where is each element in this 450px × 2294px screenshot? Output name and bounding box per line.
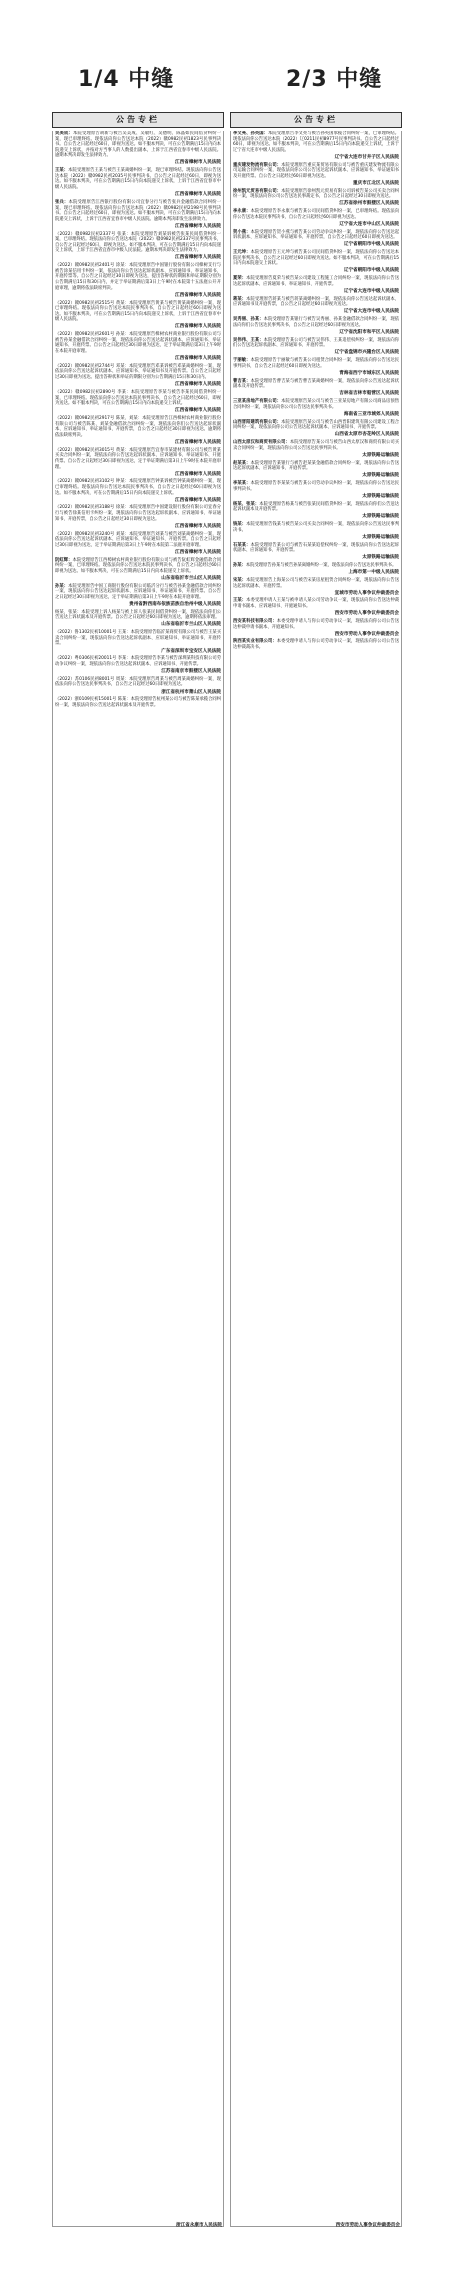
notice-text: 本院受理原告江西樟树农村商业银行股份有限公司与被告阮虹辉金融借款合同纠纷一案，已审理终结。现依法向你公告送达本院民事判决书，自公告之日起经过60日即视为送达。如不服本判决，可在公告期满后15日内向本院递交上诉状。 — [55, 557, 221, 574]
notice-text: 本院受理原告王元坤与被告某公司民间借贷纠纷一案，现依法向你公告送达本院民事判决书，自公告之日起经过60日即视为送达。如不服本判决，可在公告期满后15日内向本院递交上诉状。 — [233, 250, 399, 267]
notice-text: 本院受理原告曹吉某与被告曹吉某离婚纠纷一案，现依法向你公告送达起诉状副本及开庭传票。 — [233, 378, 399, 390]
notice-text: （2022）浙0109民初15001号 陈某：本院受理原告杭州某公司与被告陈某承揽合同纠纷一案，现依法向你公告送达起诉状副本及开庭传票。 — [55, 697, 221, 708]
issuing-court: 吉林省吉林市船营区人民法院 — [339, 391, 399, 397]
issuing-court: 辽宁省大连市中山区人民法院 — [339, 221, 399, 227]
notice-text: （2022）赣0982民初2744号 邓某：本院受理原告邓某诉被告邓某离婚纠纷一案，现依法向你公告送达起诉状副本、应诉通知书、举证通知书及开庭传票。自公告之日起经过30日即视为送达。提出答辩状和举证的期限分别为公告期满后15日和30日内。 — [55, 363, 221, 381]
issuing-court: 辽宁省盘锦市兴隆台区人民法院 — [334, 350, 399, 356]
notice-text: 本院受理原告江西银行股份有限公司宜春分行与被告张兵金融借款合同纠纷一案，现已审理终结。现依法向你公告送达本院（2022）赣0982民初2198号民事判决书。自公告之日起经过60日，即视为送达。如不服本判决，可在公告期满后15日内向本院递交上诉状，上诉于江西省宜春市中级人民法院。逾期本判决即发生法律效力。 — [55, 199, 222, 222]
notice-text: 本院受理原告于丽敏与被告某公司租赁合同纠纷一案，现依法向你公告送达民事判决书，自公告之日起经过60日即视为送达。 — [233, 358, 399, 369]
issuing-court: 江西省樟树市人民法院 — [175, 255, 221, 261]
issuing-court: 浙江省杭州市萧山区人民法院 — [161, 689, 221, 695]
notice-text: 本院受理原告王某与被告王某离婚纠纷一案，现已审理终结。现依法向你公告送达本院（2022）赣0982民初2035号民事判决书。自公告之日起经过60日，即视为送达。如不服本判决，可在公告期满后15日内向本院递交上诉状，上诉于江西省宜春市中级人民法院。 — [55, 168, 222, 191]
notice-item — [233, 189, 399, 200]
issuing-court: 江西省樟树市人民法院 — [175, 523, 221, 529]
notice-text: （2022）赣0982民初2515号 黄某：本院受理原告黄某与被告黄某离婚纠纷一案，现已审理终结。现依法向你公告送达本院民事判决书，自公告之日起经过60日即视为送达。如不服本判决，可在公告期满后15日内向本院递交上诉状，上诉于江西省宜春市中级人民法院。 — [55, 300, 221, 323]
issuing-court: 宣城市劳动人事争议仲裁委员会 — [334, 590, 399, 596]
issuing-court: 辽宁省朝阳市中级人民法院 — [343, 242, 399, 248]
notice-text: 本委受理申请人与你公司劳动争议一案，现依法向你公司公告送达仲裁申请书副本、开庭通知书。 — [233, 618, 399, 630]
issuing-court: 太原铁路运输法院 — [362, 493, 399, 499]
issuing-court: 重庆市江北区人民法院 — [353, 180, 399, 186]
issuing-court: 上海市第一中级人民法院 — [348, 570, 399, 576]
notice-item — [55, 364, 221, 381]
notice-item — [55, 168, 221, 190]
notice-item — [55, 532, 221, 549]
notice-party: 于丽敏： — [233, 358, 251, 364]
column-header-right: 公告专栏 — [230, 112, 402, 128]
issuing-court: 太原铁路运输法院 — [362, 555, 399, 561]
notice-item — [233, 297, 399, 308]
notice-text: 本院受理原告某银行与被告赵某某金融借款合同纠纷一案，现依法向你公告送达起诉状副本、应诉通知书、开庭传票。 — [233, 460, 399, 472]
notice-item — [233, 461, 399, 472]
notice-party: 徐州凯元贸易有限公司： — [233, 188, 282, 194]
issuing-court: 山东省临沂市兰山区人民法院 — [161, 575, 221, 581]
notice-party: 王元坤： — [233, 250, 251, 256]
issuing-court: 江苏省南京市鼓楼区人民法院 — [161, 669, 221, 675]
notice-list-left — [52, 131, 224, 2227]
notice-item — [55, 630, 221, 647]
notice-item — [55, 332, 221, 354]
notice-item — [55, 200, 221, 222]
notice-party: 曹吉某： — [233, 378, 251, 384]
notice-item — [55, 677, 221, 688]
notice-text: （2022）赣0982民初2337号 张某：本院受理原告刘某诉被告张某民间借贷纠纷一案，已审理终结。现依法向你公告送达本院（2022）赣0982民初2337号民事判决书，自公告之日起经过60日，即视为送达。如不服本判决，可在公告期满后15日内向本院递交上诉状，上诉于江西省宜春市中级人民法院。逾期本判决即发生法律效力。 — [55, 231, 222, 254]
notice-item — [55, 558, 221, 575]
issuing-court: 辽宁省大连市中级人民法院 — [343, 309, 399, 315]
notice-text: 本院受理原告徐州凯元贸易有限公司诉被告某公司买卖合同纠纷一案，现依法向你公司公告送达民事裁定书，自公告之日起经过30日即视为送达。 — [233, 188, 400, 200]
notice-text: （2022）赣0982民初3188号 徐某：本院受理原告中国建设银行股份有限公司宜春分行与被告徐某信用卡纠纷一案，现依法向你公告送达起诉状副本、应诉通知书、举证通知书、开庭传票，自公告之日起经过30日即视为送达。 — [55, 505, 221, 522]
notice-item — [233, 440, 399, 451]
notice-text: （2022）赣0982民初2917号 陈某、刘某：本院受理原告江西樟树农村商业银行股份有限公司与被告陈某、刘某金融借款合同纠纷一案，现依法向你们公告送达起诉状副本、应诉通知书、举证通知书、开庭传票，自公告之日起经过30日即视为送达。逾期将依法缺席判决。 — [55, 416, 221, 438]
issuing-court: 太原铁路运输法院 — [362, 473, 399, 479]
fold-label-right: 2/3 中缝 — [286, 67, 383, 92]
issuing-court: 西安市劳动人事争议仲裁委员会 — [334, 611, 399, 617]
notice-party: 三亚某房地产有限公司： — [233, 399, 282, 405]
issuing-court: 江西省樟树市人民法院 — [175, 497, 221, 503]
issuing-court: 江苏省徐州市鼓楼区人民法院 — [339, 201, 399, 207]
notice-text: （2022）苏0106民初8001号 周某：本院受理原告周某与被告周某离婚纠纷一案，现依法向你公告送达民事判决书，自公告之日起经过60日即视为送达。 — [55, 676, 221, 688]
notice-text: （2022）赣0982民初2401号 涂某：本院受理原告中国银行股份有限公司樟树支行与被告涂某信用卡纠纷一案，依法向你公告送达起诉状副本、应诉通知书、举证通知书、开庭传票等。自公告之日起经过30日即视为送达，提出答辩状的期限和举证期限分别为公告期满后15日和30日内，并定于举证期满后第3日上午9时在本院第十五法庭公开开庭审理，逾期将依法缺席判决。 — [55, 263, 221, 291]
issuing-court: 江西省樟树市人民法院 — [175, 192, 221, 198]
notice-party: 吴伟伟、王某： — [233, 337, 264, 343]
notice-text: 本院受理原告李永康与被告某公司民间借贷纠纷一案，已审理终结。现依法向你公告送达本院民事判决书，自公告之日起经过60日即视为送达。 — [233, 209, 399, 220]
notice-party: 山西太原汉和商贸有限公司： — [233, 440, 290, 446]
issuing-court: 江西省樟树市人民法院 — [175, 160, 221, 166]
notice-party: 李某某： — [233, 481, 251, 487]
issuing-court: 江西省樟树市人民法院 — [175, 471, 221, 477]
notice-text: （2022）粤0306民初20011号 李某：本院受理原告李某与被告深圳某科技有限公司劳动争议纠纷一案，现依法向你公告送达起诉状副本、应诉通知书、开庭传票。 — [55, 656, 221, 667]
notice-party: 王某： — [55, 168, 69, 174]
notice-item — [55, 656, 221, 667]
notice-party: 宋某： — [233, 577, 247, 583]
notice-text: 本院受理原告贺小燕与被告某公司劳动争议纠纷一案，现依法向你公告送达起诉状副本、应诉通知书、举证通知书、开庭传票，自公告之日起经过60日即视为送达。 — [233, 229, 399, 241]
notice-text: 本院受理原告某银行与被告吴秀丽、孙某金融借款合同纠纷一案，现依法向你们公告送达民事判决书，自公告之日起经过60日即视为送达。 — [233, 317, 399, 328]
notice-item — [233, 338, 399, 349]
notice-party: 李永康： — [233, 209, 251, 215]
notice-text: （2022）鲁1302民初10001号 王某：本院受理原告临沂某商贸有限公司与被告王某买卖合同纠纷一案，现依法向你公告送达起诉状副本、应诉通知书、举证通知书、开庭传票。 — [55, 630, 221, 647]
notice-item — [55, 479, 221, 496]
notice-party: 钱某： — [233, 522, 247, 528]
column-footer-right: 西安市劳动人事争议仲裁委员会 — [335, 2223, 400, 2228]
notice-text: 杨某、张某：本院受理上诉人杨某与被上诉人张某民间借贷纠纷一案，现依法向你们公告送达上诉状副本及开庭传票。自公告之日起经过60日即视为送达，逾期将依法审理。 — [55, 609, 221, 621]
notice-item — [55, 263, 221, 291]
notice-item — [233, 358, 399, 369]
notice-text: （2022）赣0982民初2601号 孙某：本院受理原告樟树农村商业银行股份有限公司与被告孙某金融借款合同纠纷一案，现依法向你公告送达起诉状副本、应诉通知书、举证通知书、开庭传票。自公告之日起经过30日即视为送达，定于举证期满后第3日上午9时在本院开庭审理。 — [55, 332, 221, 354]
notice-text: （2022）赣0982民初3240号 刘某：本院受理原告刘某与被告刘某离婚纠纷一案，现依法向你公告送达起诉状副本、应诉通知书、举证通知书、开庭传票。自公告之日起经过30日即视为送达，定于举证期满后第3日上午9时在本院第二法庭开庭审理。 — [55, 531, 221, 548]
notice-item — [55, 416, 221, 438]
notice-text: （2022）赣0982民初3102号 钟某：本院受理原告钟某诉被告钟某离婚纠纷一案，现已审理终结。现依法向你公告送达本院民事判决书，自公告之日起经过60日即视为送达。如不服本判决，可在公告期满后15日内向本院递交上诉状。 — [55, 479, 221, 496]
issuing-court: 太原铁路运输法院 — [362, 534, 399, 540]
notice-item — [55, 697, 221, 708]
notice-item — [233, 399, 399, 410]
issuing-court: 江西省樟树市人民法院 — [175, 439, 221, 445]
notice-party: 西安某科技有限公司： — [233, 618, 277, 624]
issuing-court: 辽宁省大连市甘井子区人民法院 — [334, 154, 399, 160]
notice-item — [233, 420, 399, 431]
notice-text: 本院受理原告某公司与被告石某某追偿权纠纷一案，现依法向你公告送达起诉状副本、应诉通知书、开庭传票。 — [233, 542, 399, 554]
notice-item — [233, 639, 399, 650]
notice-party: 李文亮、孙英国： — [233, 131, 268, 136]
notice-item — [55, 584, 221, 601]
notice-item — [233, 578, 399, 589]
notice-party: 杨某、张某： — [233, 501, 260, 507]
notice-party: 赵某某： — [233, 460, 251, 466]
notice-party: 吴秀丽、孙某： — [233, 317, 264, 323]
notice-column-right — [230, 112, 402, 2228]
notice-party: 吴美成： — [55, 131, 73, 136]
notice-text: 本院受理原告某公司与被告山西太原汉和商贸有限公司买卖合同纠纷一案，现依法向你公司公告送达民事判决书。 — [233, 440, 400, 451]
notice-text: 本院受理原告李文亮与被告孙英国承揽合同纠纷一案，已审理终结。现依法向你公告送达本院（2022）辽0211民初8977号民事判决书。自公告之日起经过60日，即视为送达。如不服本判决，可在公告期满后15日内向本院递交上诉状，上诉于辽宁省大连市中级人民法院。 — [233, 131, 400, 153]
notice-item — [55, 390, 221, 407]
notice-party: 贺小燕： — [233, 229, 251, 235]
notice-text: 本院受理原告蒋某与被告蒋某离婚纠纷一案，现依法向你公告送达起诉状副本、应诉通知书及开庭传票，自公告之日起经过60日即视为送达。 — [233, 296, 400, 308]
issuing-court: 西安市劳动人事争议仲裁委员会 — [334, 631, 399, 637]
issuing-court: 山东省临沂市兰山区人民法院 — [161, 622, 221, 628]
notice-party: 孙某： — [233, 563, 246, 569]
issuing-court: 太原铁路运输法院 — [362, 452, 399, 458]
issuing-court: 江西省樟树市人民法院 — [175, 408, 221, 414]
notice-text: （2022）赣0982民初3015号 黄某：本院受理原告宜春市某建材有限公司与被告黄某买卖合同纠纷一案，现依法向你公告送达起诉状副本、应诉通知书、举证通知书、开庭传票。自公告之日起经过30日即视为送达，定于举证期满后第3日上午9时在本院开庭审理。 — [55, 447, 221, 470]
notice-party: 蒋某： — [233, 296, 247, 302]
notice-item — [233, 131, 399, 153]
issuing-court: 辽宁省大连市中级人民法院 — [343, 288, 399, 294]
issuing-court: 辽宁省沈阳市和平区人民法院 — [339, 329, 399, 335]
issuing-court: 山西省太原市杏花岭区人民法院 — [334, 432, 399, 438]
notice-item — [233, 543, 399, 554]
issuing-court: 贵州省黔西南布依族苗族自治州中级人民法院 — [129, 601, 221, 607]
notice-item — [55, 301, 221, 323]
notice-text: 本院受理原告某公司与被告吴伟伟、王某追偿权纠纷一案，现依法向你们公告送达起诉状副本、应诉通知书、开庭传票。 — [233, 337, 399, 349]
issuing-court: 海南省三亚市城郊人民法院 — [343, 411, 399, 417]
notice-text: 本院受理原告某公司与被告三亚某房地产有限公司商品房预售合同纠纷一案，现依法向你公司公告送达民事判决书。 — [233, 399, 400, 410]
notice-text: 本院受理原告钱某与被告某公司买卖合同纠纷一案，现依法向你公告送达民事判决书。 — [233, 522, 400, 533]
notice-item — [233, 502, 399, 513]
column-footer-left: 浙江省永康市人民法院 — [176, 2223, 222, 2228]
issuing-court: 江西省樟树市人民法院 — [175, 356, 221, 362]
notice-text: 本院受理原告夏荣与被告某公司建设工程施工合同纠纷一案，现依法向你公告送达起诉状副本、应诉通知书、举证通知书、开庭传票。 — [233, 276, 400, 287]
fold-label-left: 1/4 中缝 — [78, 67, 175, 92]
notice-item — [233, 209, 399, 220]
issuing-court: 太原铁路运输法院 — [362, 514, 399, 520]
notice-party: 夏荣： — [233, 276, 247, 282]
notice-item — [233, 619, 399, 630]
notice-party: 山西晋阳建筑有限公司： — [233, 419, 282, 425]
notice-text: 本院受理原告李某某与被告某公司劳动争议纠纷一案，现依法向你公告送达民事判决书。 — [233, 481, 399, 492]
notice-item — [233, 598, 399, 609]
notice-item — [233, 317, 399, 328]
notice-item — [233, 522, 399, 533]
notice-list-right — [230, 131, 402, 2227]
issuing-court: 青海省西宁市城东区人民法院 — [339, 370, 399, 376]
issuing-court: 江西省樟树市人民法院 — [175, 382, 221, 388]
column-header-left: 公告专栏 — [52, 112, 224, 128]
notice-party: 孙某： — [55, 583, 69, 589]
notice-text: 本委受理申请人王某与被申请人某公司劳动争议一案，现依法向你公告送达仲裁申请书副本、应诉通知书、开庭通知书。 — [233, 598, 400, 610]
notice-party: 张兵： — [55, 199, 69, 205]
issuing-court: 江西省樟树市人民法院 — [175, 324, 221, 330]
notice-item — [233, 379, 399, 390]
issuing-court: 江西省樟树市人民法院 — [175, 549, 221, 555]
issuing-court: 江西省樟树市人民法院 — [175, 292, 221, 298]
notice-item — [233, 230, 399, 241]
notice-item — [55, 448, 221, 470]
notice-text: 本院受理原告某公司与被告山西晋阳建筑有限公司建设工程合同纠纷一案，现依法向你公司公告送达起诉状副本、应诉通知书、开庭传票。 — [233, 419, 400, 431]
notice-item — [55, 232, 221, 254]
notice-item — [55, 131, 221, 159]
notice-item — [233, 481, 399, 492]
notice-party: 重庆建发物流有限公司： — [233, 162, 282, 168]
notice-item — [233, 250, 399, 267]
notice-text: （2022）赣0982民初2890号 李某：本院受理原告李某与被告李某民间借贷纠纷一案，已审理终结。现依法向你公告送达本院民事判决书，自公告之日起经过60日，即视为送达。如不服本判决，可在公告期满后15日内向本院递交上诉状。 — [55, 389, 221, 407]
notice-party: 陕西某实业有限公司： — [233, 639, 277, 645]
notice-text: 本院受理原告杨某与被告张某民间借贷纠纷一案，现依法向你们公告送达起诉状副本及开庭传票。 — [233, 501, 400, 513]
notice-party: 王某： — [233, 598, 247, 604]
notice-text: 本院受理原告胡新与被告吴美成、吴敏红、吴德明、陈晶如民间借贷纠纷一案，现已审理终结。现依法向你公告送达本院（2022）赣0982民初1823号民事判决书。自公告之日起经过60日，即视为送达。如不服本判决，可在公告期满后15日内向本院递交上诉状，并按对方当事人的人数提出副本，上诉于江西省宜春市中级人民法院。逾期本判决即发生法律效力。 — [55, 131, 221, 159]
issuing-court: 辽宁省朝阳市中级人民法院 — [343, 268, 399, 274]
issuing-court: 广东省深圳市宝安区人民法院 — [161, 648, 221, 654]
notice-party: 石某某： — [233, 542, 251, 548]
notice-text: 本院受理原告重庆某贸易有限公司与被告重庆建发物流有限公司运输合同纠纷一案，现依法向你公司公告送达起诉状副本、应诉通知书、举证通知书及开庭传票。自公告之日起经过60日即视为送达。 — [233, 162, 400, 179]
notice-item — [233, 276, 399, 287]
notice-item — [233, 163, 399, 180]
notice-text: 本院受理原告上海某公司与被告宋某房屋租赁合同纠纷一案，现依法向你公告送达起诉状副本、开庭传票。 — [233, 577, 400, 589]
notice-column-left — [52, 112, 224, 2228]
notice-party: 阮虹辉： — [55, 557, 73, 563]
notice-text: 本院受理原告孙某与被告孙某离婚纠纷一案，现依法向你公告送达民事判决书。 — [245, 563, 397, 569]
notice-item — [55, 505, 221, 522]
notice-text: 本院受理原告中国工商银行股份有限公司临沂分行与被告孙某金融借款合同纠纷一案，现依法向你公告送达起诉状副本、应诉通知书、举证通知书、开庭传票。自公告之日起经过30日即视为送达，定于举证期满后第3日上午9时在本院开庭审理。 — [55, 583, 222, 600]
notice-item — [55, 610, 221, 621]
notice-text: 本委受理申请人与你公司劳动争议一案，现依法向你公司公告送达仲裁裁决书。 — [233, 639, 399, 650]
notice-item — [233, 563, 399, 569]
issuing-court: 江西省樟树市人民法院 — [175, 223, 221, 229]
